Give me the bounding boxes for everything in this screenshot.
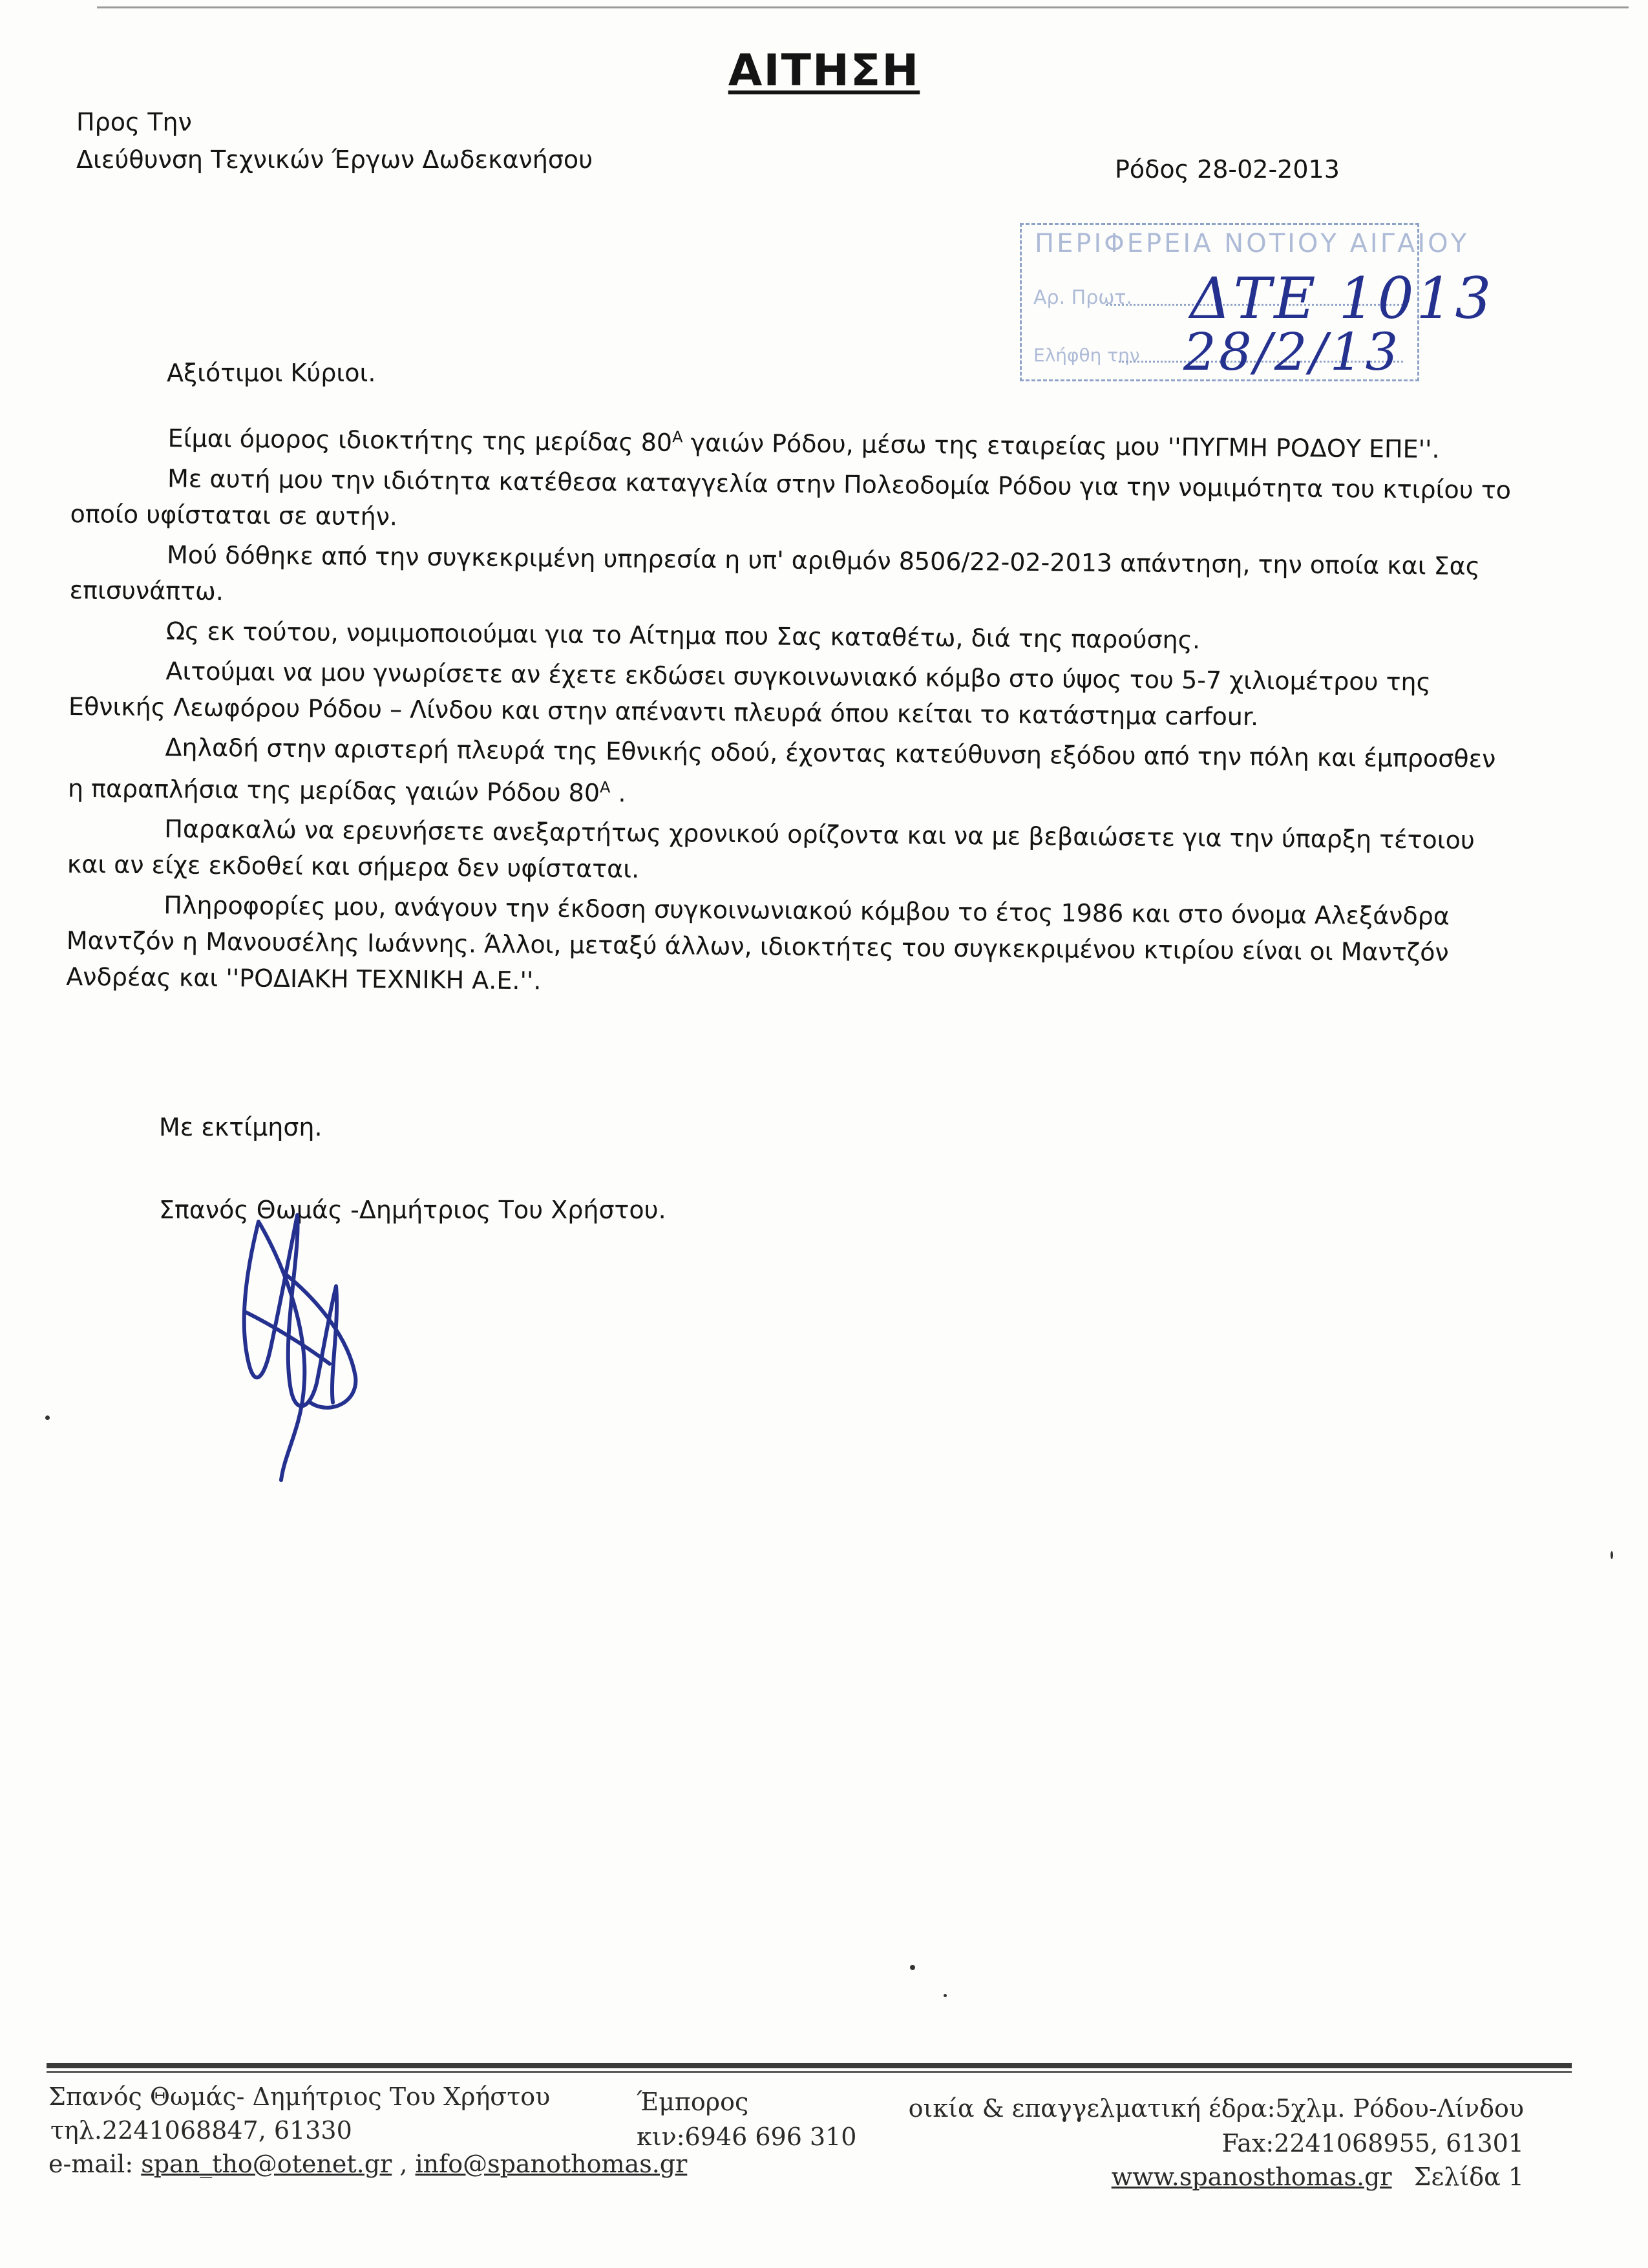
letterhead-footer: [0, 2075, 1648, 2243]
footer-mobile: κιν:6946 696 310: [637, 2123, 857, 2151]
paragraph-8: Πληροφορίες μου, ανάγουν την έκδοση συγκοινωνιακού κόμβου το έτος 1986 και στο όνομα Αλεξάνδρα Μαντζόν η Μανουσέλης Ιωάννης. Άλλοι, μεταξύ άλλων, ιδιοκτήτες του συγκεκριμένου κτιρίου είναι οι Μαντζόν Ανδρέας και ''ΡΟΔΙΑΚΗ ΤΕΧΝΙΚΗ Α.Ε.''.: [66, 891, 1450, 995]
scan-top-edge: [97, 6, 1629, 8]
letter-body: [66, 414, 1516, 1012]
footer-rule: [47, 2063, 1572, 2068]
registration-stamp: [1020, 223, 1494, 382]
paragraph-6-text-end: .: [610, 778, 626, 807]
footer-rule: [47, 2071, 1572, 2073]
closing: Με εκτίμηση.: [159, 1113, 322, 1141]
superscript: Α: [599, 778, 611, 796]
paragraph-2: Με αυτή μου την ιδιότητα κατέθεσα καταγγελία στην Πολεοδομία Ρόδου για την νομιμότητα του κτιρίου το οποίο υφίσταται σε αυτήν.: [70, 463, 1512, 531]
stamp-label-number: Αρ. Πρωτ.: [1033, 286, 1132, 309]
recipient-line-2: Διεύθυνση Τεχνικών Έργων Δωδεκανήσου: [76, 145, 593, 174]
recipient-line-1: Προς Την: [76, 108, 192, 136]
footer-profession: Έμπορος: [637, 2088, 749, 2116]
footer-email-label: e-mail:: [48, 2150, 134, 2178]
footer-address: οικία & επαγγελματική έδρα:5χλμ. Ρόδου-Λίνδου: [908, 2094, 1524, 2123]
footer-page-number: Σελίδα 1: [1413, 2163, 1524, 2191]
handwritten-signature: [220, 1196, 375, 1493]
footer-website-link[interactable]: www.spanosthomas.gr: [1111, 2163, 1392, 2191]
footer-email-row: [48, 2150, 687, 2178]
paragraph-1-text: Είμαι όμορος ιδιοκτήτης της μερίδας 80: [167, 423, 673, 457]
footer-fax: Fax:2241068955, 61301: [1221, 2129, 1524, 2157]
footer-email-link-2[interactable]: info@spanothomas.gr: [415, 2150, 688, 2178]
scan-speck: [910, 1965, 915, 1970]
footer-email-link-1[interactable]: span_tho@otenet.gr: [141, 2150, 392, 2178]
paragraph-5: Αιτούμαι να μου γνωρίσετε αν έχετε εκδώσει συγκοινωνιακό κόμβο στο ύψος του 5-7 χιλιομέτρου της Εθνικής Λεωφόρου Ρόδου – Λίνδου και στην απέναντι πλευρά όπου κείται το κατάστημα carfour.: [68, 656, 1431, 731]
scan-speck: [45, 1415, 50, 1420]
paragraph-6-text: Δηλαδή στην αριστερή πλευρά της Εθνικής οδού, έχοντας κατεύθυνση εξόδου από την πόλη και έμπροσθεν η παραπλήσια της μερίδας γαιών Ρόδου 80: [67, 732, 1496, 807]
stamp-header: ΠΕΡΙΦΕΡΕΙΑ ΝΟΤΙΟΥ ΑΙΓΑΙΟΥ: [1035, 229, 1470, 259]
scan-speck: [944, 1994, 947, 1997]
greeting: Αξιότιμοι Κύριοι.: [167, 359, 376, 387]
footer-name: Σπανός Θωμάς- Δημήτριος Του Χρήστου: [48, 2083, 551, 2111]
stamp-label-date: Ελήφθη την: [1033, 344, 1140, 366]
scan-speck: [1611, 1551, 1613, 1559]
paragraph-1: [70, 414, 1515, 468]
footer-website-row: [1112, 2163, 1524, 2191]
paragraph-7: Παρακαλώ να ερευνήσετε ανεξαρτήτως χρονικού ορίζοντα και να με βεβαιώσετε για την ύπαρξη τέτοιου και αν είχε εκδοθεί και σήμερα δεν υφίσταται.: [67, 814, 1475, 884]
place-date: Ρόδος 28-02-2013: [1115, 155, 1340, 184]
stamp-handwritten-date: 28/2/13: [1183, 322, 1401, 382]
superscript: Α: [672, 428, 683, 447]
footer-email-separator: ,: [392, 2150, 416, 2178]
signer-name: Σπανός Θωμάς -Δημήτριος Του Χρήστου.: [159, 1196, 666, 1224]
footer-phone: τηλ.2241068847, 61330: [50, 2116, 352, 2145]
recipient-block: [76, 103, 593, 178]
paragraph-4: Ως εκ τούτου, νομιμοποιούμαι για το Αίτημα που Σας καταθέτω, διά της παρούσης.: [165, 616, 1201, 654]
paragraph-3: Μού δόθηκε από την συγκεκριμένη υπηρεσία η υπ' αριθμόν 8506/22-02-2013 απάντηση, την οποία και Σας επισυνάπτω.: [69, 540, 1481, 606]
paragraph-6: [68, 728, 1513, 819]
stamp-handwritten-number: ΔΤΕ 1013: [1190, 265, 1494, 332]
paragraph-1-text-end: γαιών Ρόδου, μέσω της εταιρείας μου ''ΠΥΓΜΗ ΡΟΔΟΥ ΕΠΕ''.: [682, 428, 1440, 464]
document-title: ΑΙΤΗΣΗ: [728, 45, 920, 96]
